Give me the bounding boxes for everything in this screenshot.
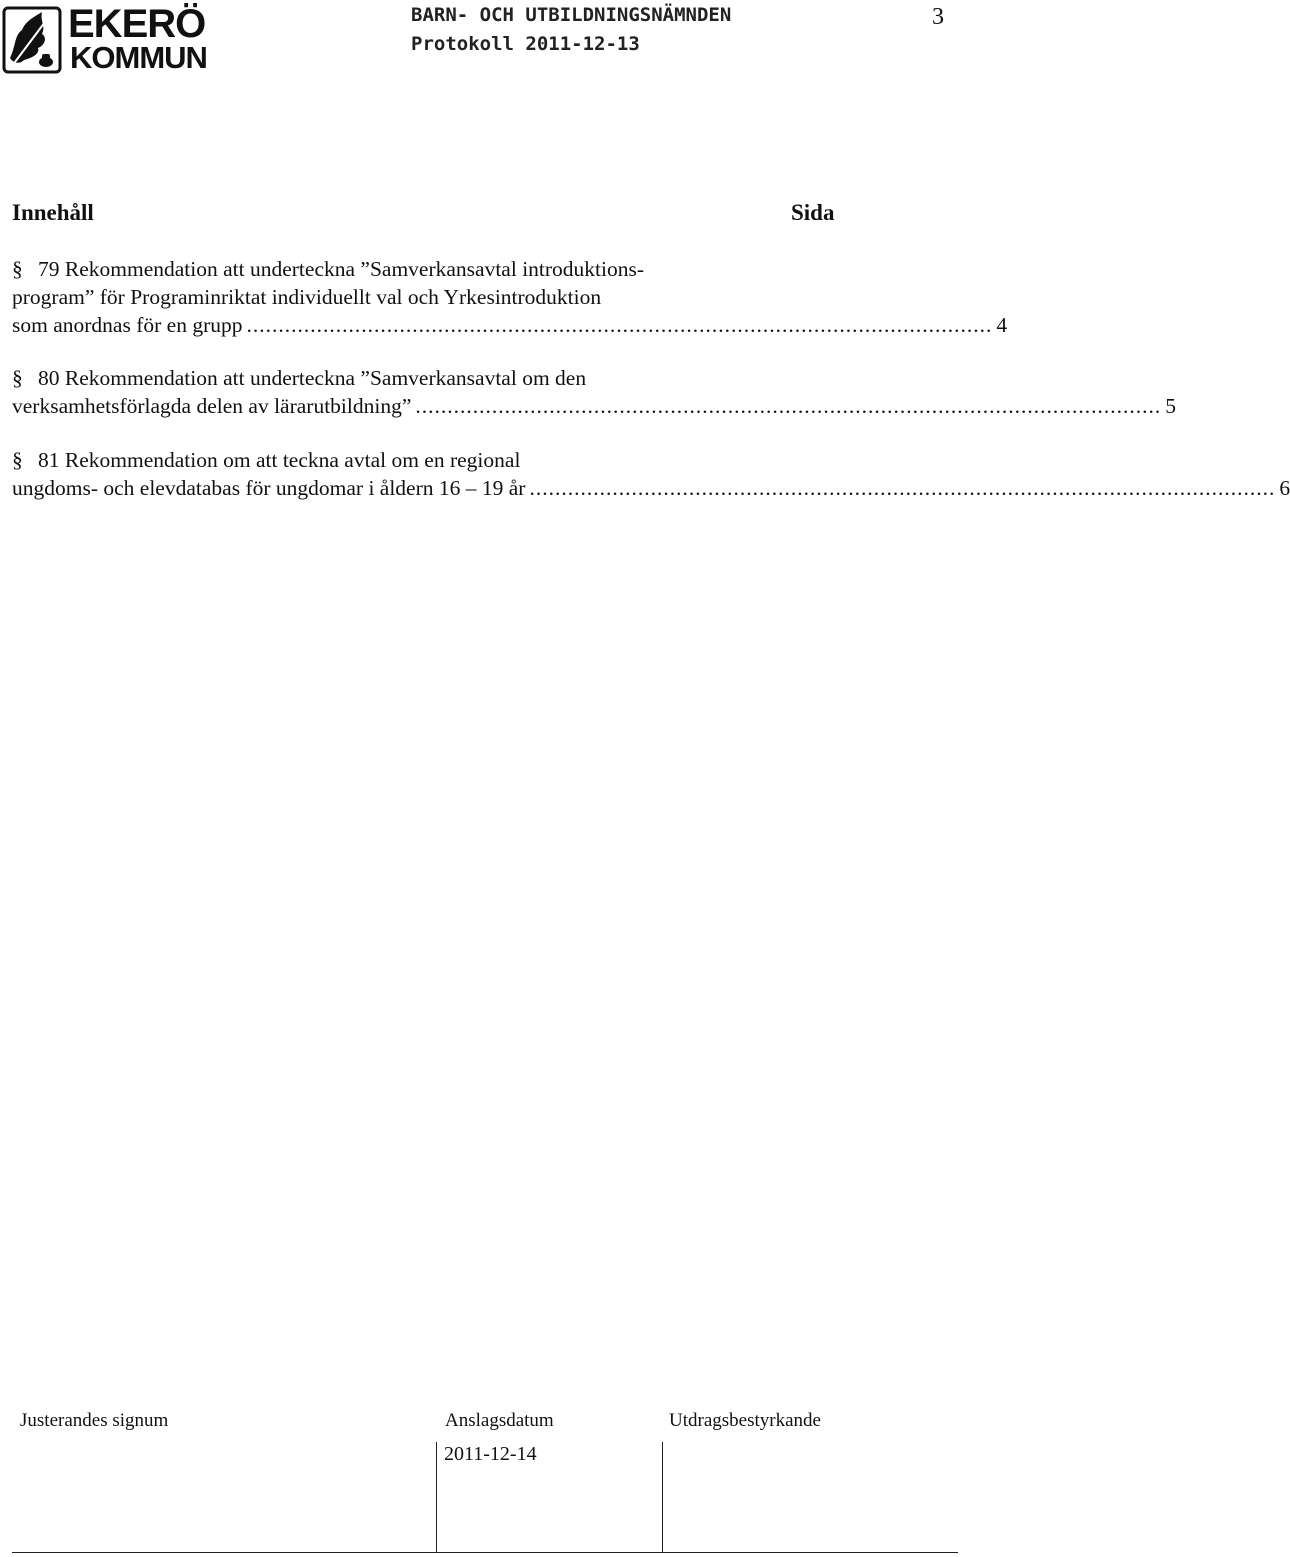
- footer-divider: [436, 1442, 437, 1552]
- toc-entry-line: ungdoms- och elevdatabas för ungdomar i åldern 16 – 19 år: [12, 476, 526, 500]
- toc-entry[interactable]: [12, 364, 1177, 420]
- posting-date-value: 2011-12-14: [444, 1443, 537, 1465]
- toc-entry-line: 80 Rekommendation att underteckna ”Samverkansavtal om den: [38, 366, 587, 390]
- oak-leaf-icon: [2, 6, 64, 76]
- dot-leader: .....................................................................................................................: [529, 476, 1276, 500]
- posting-date-label: Anslagsdatum: [445, 1410, 554, 1431]
- protocol-date: Protokoll 2011-12-13: [411, 33, 640, 55]
- section-symbol: §: [12, 366, 23, 390]
- signature-label: Justerandes signum: [20, 1410, 169, 1431]
- dot-leader: .....................................................................................................................: [415, 394, 1162, 418]
- toc-entry[interactable]: [12, 446, 1290, 502]
- committee-title: BARN- OCH UTBILDNINGSNÄMNDEN: [411, 4, 732, 26]
- toc-entry-line: program” för Programinriktat individuellt val och Yrkesintroduktion: [12, 285, 602, 309]
- toc-entry-line: 79 Rekommendation att underteckna ”Samverkansavtal introduktions-: [38, 257, 645, 281]
- toc-entry-line: verksamhetsförlagda delen av lärarutbildning”: [12, 394, 412, 418]
- logo-name-line1: EKERÖ: [68, 2, 206, 46]
- dot-leader: .....................................................................................................................: [246, 313, 993, 337]
- toc-heading: Innehåll: [12, 200, 94, 225]
- section-symbol: §: [12, 257, 23, 281]
- certification-label: Utdragsbestyrkande: [669, 1410, 821, 1431]
- section-symbol: §: [12, 448, 23, 472]
- footer-bottom-rule: [12, 1552, 958, 1553]
- toc-entry[interactable]: [12, 255, 1008, 339]
- toc-entry-page: 6: [1279, 476, 1290, 500]
- toc-entry-page: 5: [1165, 394, 1177, 418]
- page-number: 3: [932, 4, 944, 30]
- toc-page-heading: Sida: [791, 200, 835, 225]
- footer-divider: [662, 1442, 663, 1552]
- toc-entry-line: som anordnas för en grupp: [12, 313, 243, 337]
- municipality-logo: [2, 2, 207, 76]
- logo-name-line2: KOMMUN: [70, 40, 207, 75]
- toc-entry-page: 4: [996, 313, 1008, 337]
- toc-entry-line: 81 Rekommendation om att teckna avtal om en regional: [38, 448, 521, 472]
